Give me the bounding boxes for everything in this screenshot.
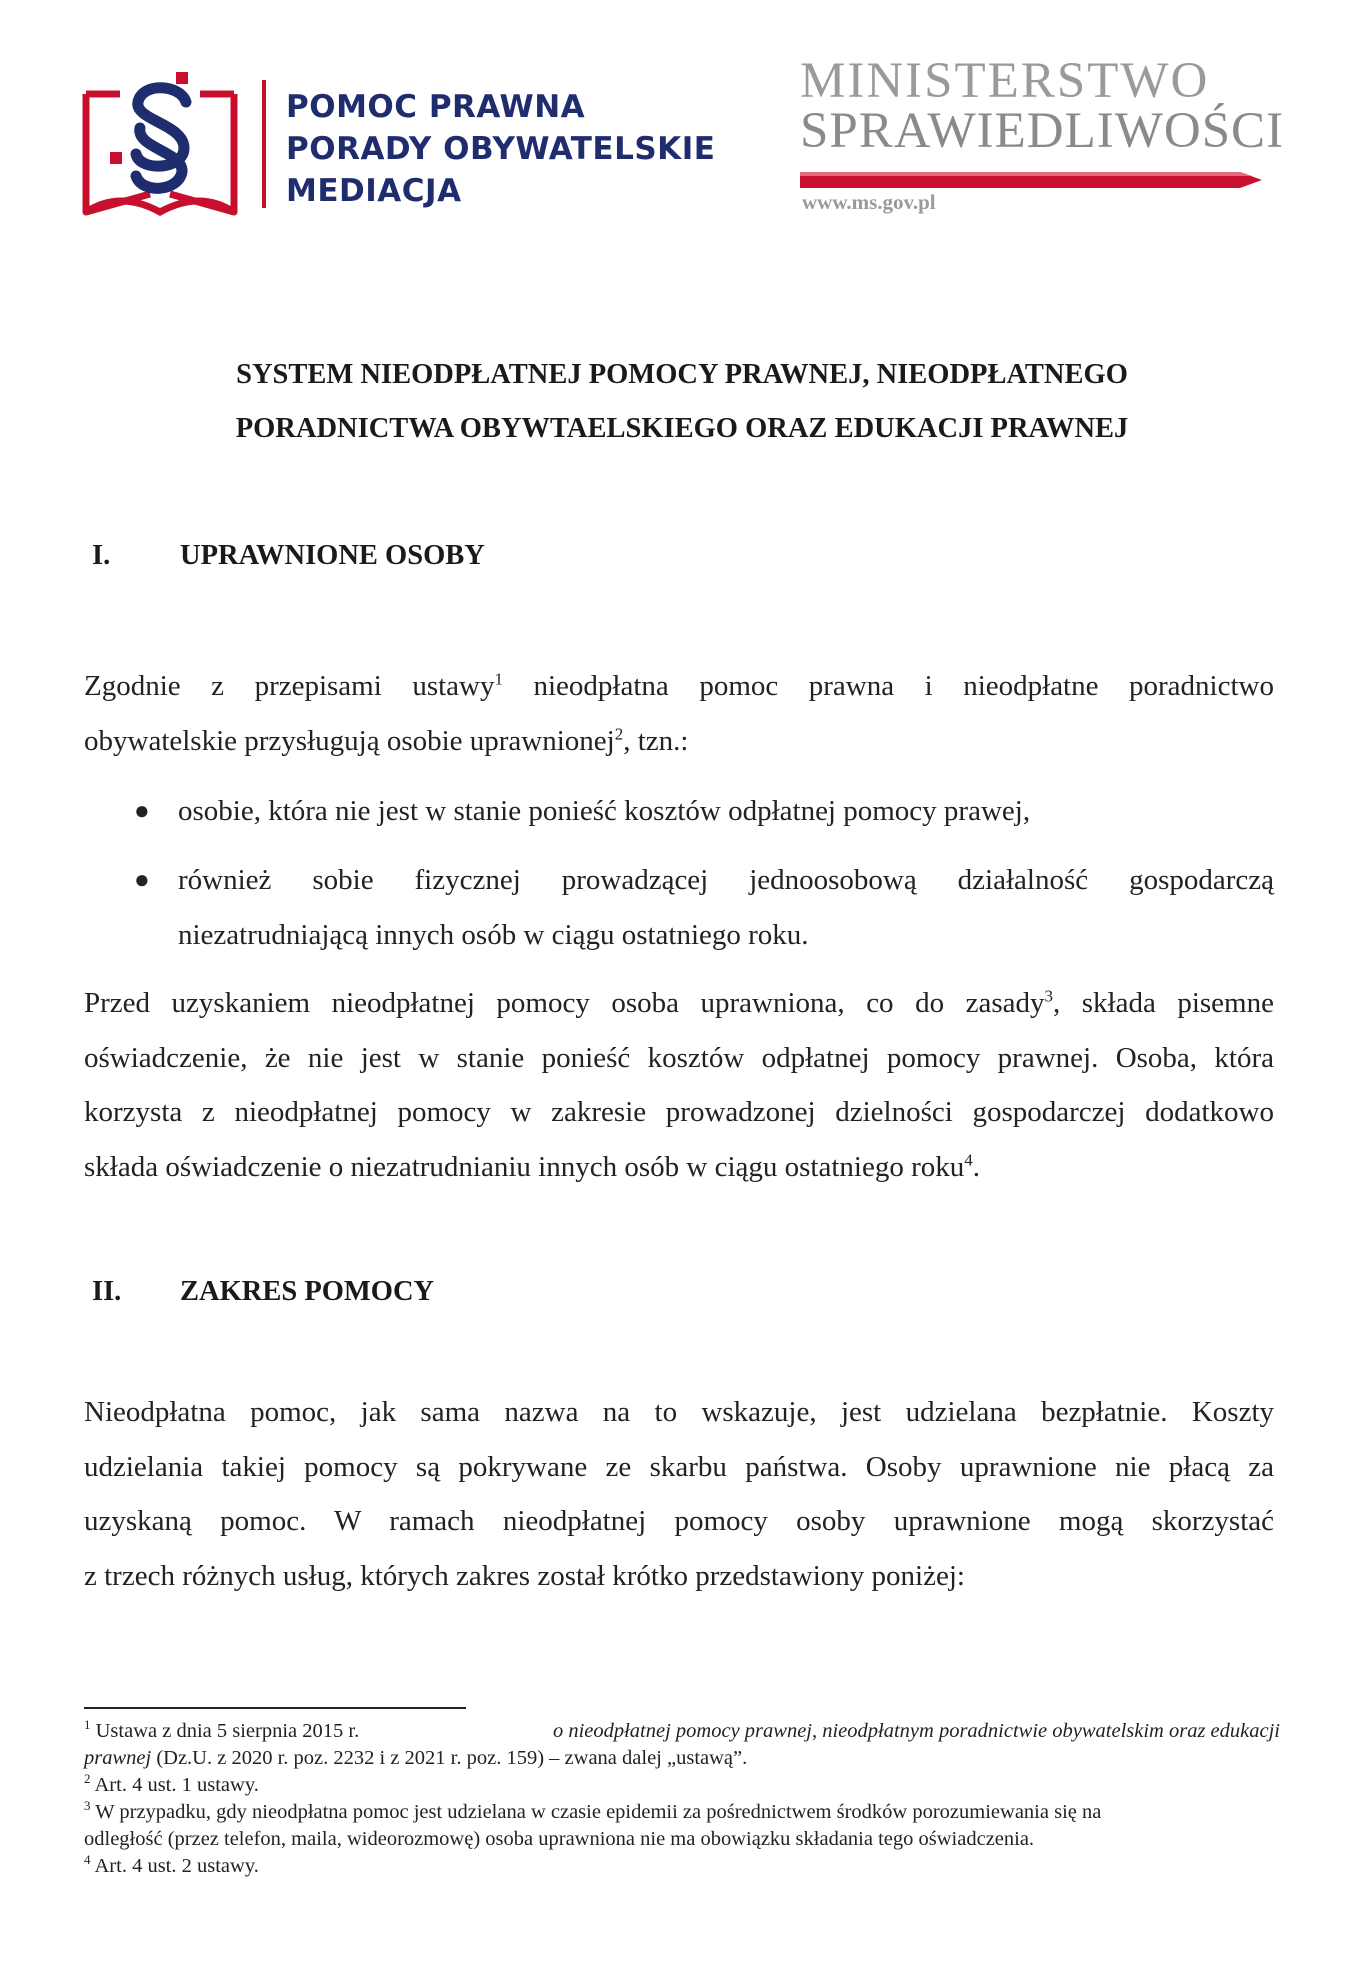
- paragraph-line: z trzech różnych usług, których zakres został krótko przedstawiony poniżej:: [84, 1559, 965, 1592]
- paragraph: [84, 976, 1274, 1194]
- footnote: [84, 1772, 1280, 1799]
- text: obywatelskie przysługują osobie uprawnionej: [84, 724, 615, 757]
- word: z: [211, 670, 225, 702]
- paragraph-line: uzyskaną pomoc. W ramach nieodpłatnej pomocy osoby uprawnione mogą skorzystać: [84, 1505, 1274, 1537]
- footnote-separator: [84, 1707, 466, 1709]
- bullet-line: również sobie fizycznej prowadzącej jednoosobową działalność gospodarczą: [178, 864, 1274, 896]
- section-heading: [92, 540, 485, 572]
- footnote-line: [84, 1718, 1280, 1745]
- footnote: [84, 1853, 1280, 1880]
- footnote-line: [84, 1772, 1280, 1799]
- text: (Dz.U. z 2020 r. poz. 2232 i z 2021 r. poz. 159) – zwana dalej „ustawą”.: [151, 1747, 748, 1769]
- footnote-line: [84, 1799, 1280, 1826]
- word: [412, 659, 503, 714]
- paragraph: [84, 1385, 1274, 1603]
- text: Art. 4 ust. 2 ustawy.: [94, 1855, 259, 1877]
- text: , tzn.:: [623, 724, 689, 757]
- text: W przypadku, gdy nieodpłatna pomoc jest udzielana w czasie epidemii za pośrednictwem środków porozumiewania się na: [95, 1801, 1102, 1823]
- paragraph-line: udzielania takiej pomocy są pokrywane ze skarbu państwa. Osoby uprawnione nie płacą za: [84, 1450, 1274, 1483]
- title-line: SYSTEM NIEODPŁATNEJ POMOCY PRAWNEJ, NIEODPŁATNEGO: [236, 359, 1128, 390]
- footnote-ref: 4: [964, 1149, 973, 1169]
- word: prawna: [808, 670, 895, 702]
- bullet-icon: ●: [134, 796, 150, 825]
- ministry-logo: [800, 52, 1285, 222]
- paragraph-line: [84, 714, 1274, 769]
- text: składa oświadczenie o niezatrudnianiu innych osób w ciągu ostatniego roku: [84, 1150, 965, 1183]
- footnote-line: odległość (przez telefon, maila, wideorozmowę) osoba uprawniona nie ma obowiązku składania tego oświadczenia.: [84, 1828, 1035, 1850]
- paragraph-line: Nieodpłatna pomoc, jak sama nazwa na to wskazuje, jest udzielana bezpłatnie. Koszty: [84, 1396, 1274, 1428]
- footnote-number: 3: [84, 1798, 91, 1814]
- ministry-name-line2: SPRAWIEDLIWOŚCI: [800, 103, 1285, 159]
- text: , składa pisemne: [1052, 987, 1274, 1019]
- word: przepisami: [254, 670, 382, 702]
- ministry-name-line1: MINISTERSTWO: [800, 53, 1210, 109]
- text: Art. 4 ust. 1 ustawy.: [94, 1774, 259, 1796]
- title-line: PORADNICTWA OBYWTAELSKIEGO ORAZ EDUKACJI PRAWNEJ: [235, 413, 1129, 444]
- text: .: [972, 1150, 980, 1183]
- footnote-line: [84, 1853, 1280, 1880]
- logo-text-line: MEDIACJA: [286, 173, 462, 209]
- document-title: [84, 348, 1280, 456]
- section-number: II.: [92, 1276, 122, 1307]
- paragraph-line: [84, 1140, 1274, 1195]
- section-number: I.: [92, 540, 111, 571]
- paragraph: [84, 659, 1274, 768]
- word: i: [924, 670, 933, 702]
- paragraph-line: korzysta z nieodpłatnej pomocy w zakresie prowadzonej dzielności gospodarczej dodatkowo: [84, 1096, 1274, 1128]
- footnote: [84, 1718, 1280, 1772]
- logo-text: [286, 86, 715, 212]
- paragraph-book-icon: [80, 62, 240, 222]
- pomoc-prawna-logo: [80, 60, 740, 230]
- logo-text-line: POMOC PRAWNA: [286, 89, 586, 125]
- ministry-url: www.ms.gov.pl: [802, 190, 936, 214]
- footnote-number: 4: [84, 1852, 91, 1868]
- logo-divider: [262, 80, 266, 208]
- section-title: UPRAWNIONE OSOBY: [180, 540, 485, 571]
- text: Przed uzyskaniem nieodpłatnej pomocy osoba uprawniona, co do zasady: [84, 987, 1045, 1019]
- footnote-number: 1: [84, 1717, 91, 1733]
- bullet-text: osobie, która nie jest w stanie ponieść kosztów odpłatnej pomocy prawej,: [178, 795, 1031, 827]
- text: o nieodpłatnej pomocy prawnej, nieodpłatnym poradnictwie obywatelskim oraz edukacji: [552, 1720, 1280, 1742]
- logo-text-line: PORADY OBYWATELSKIE: [286, 131, 716, 167]
- bullet-text: [178, 853, 1274, 962]
- bullet-line: niezatrudniającą innych osób w ciągu ostatniego roku.: [178, 918, 809, 951]
- word: nieodpłatna: [533, 670, 669, 702]
- word: nieodpłatne: [963, 670, 1099, 702]
- section-title: ZAKRES POMOCY: [180, 1276, 435, 1307]
- word: poradnictwo: [1129, 670, 1274, 702]
- footnote: [84, 1799, 1280, 1853]
- footnote-line: [84, 1745, 1280, 1772]
- ministry-flag-stripe-icon: [800, 172, 1262, 188]
- footnote-ref: 2: [614, 723, 624, 743]
- paragraph-line: [84, 659, 1274, 714]
- word-text: ustawy: [412, 670, 495, 702]
- bullet-icon: ●: [134, 865, 150, 894]
- footnote-start: [84, 1718, 359, 1745]
- footnote-number: 2: [84, 1771, 91, 1787]
- paragraph-line: oświadczenie, że nie jest w stanie ponieść kosztów odpłatnej pomocy prawnej. Osoba, która: [84, 1041, 1274, 1074]
- text: Ustawa z dnia 5 sierpnia 2015 r.: [95, 1720, 360, 1742]
- word: pomoc: [699, 670, 779, 702]
- paragraph-line: [84, 976, 1274, 1031]
- footnote-ref: 3: [1044, 986, 1053, 1006]
- footnote-ref: 1: [494, 669, 503, 689]
- footnotes: [84, 1718, 1280, 1880]
- section-heading: [92, 1276, 434, 1308]
- word: Zgodnie: [84, 670, 181, 702]
- text: prawnej: [84, 1747, 152, 1769]
